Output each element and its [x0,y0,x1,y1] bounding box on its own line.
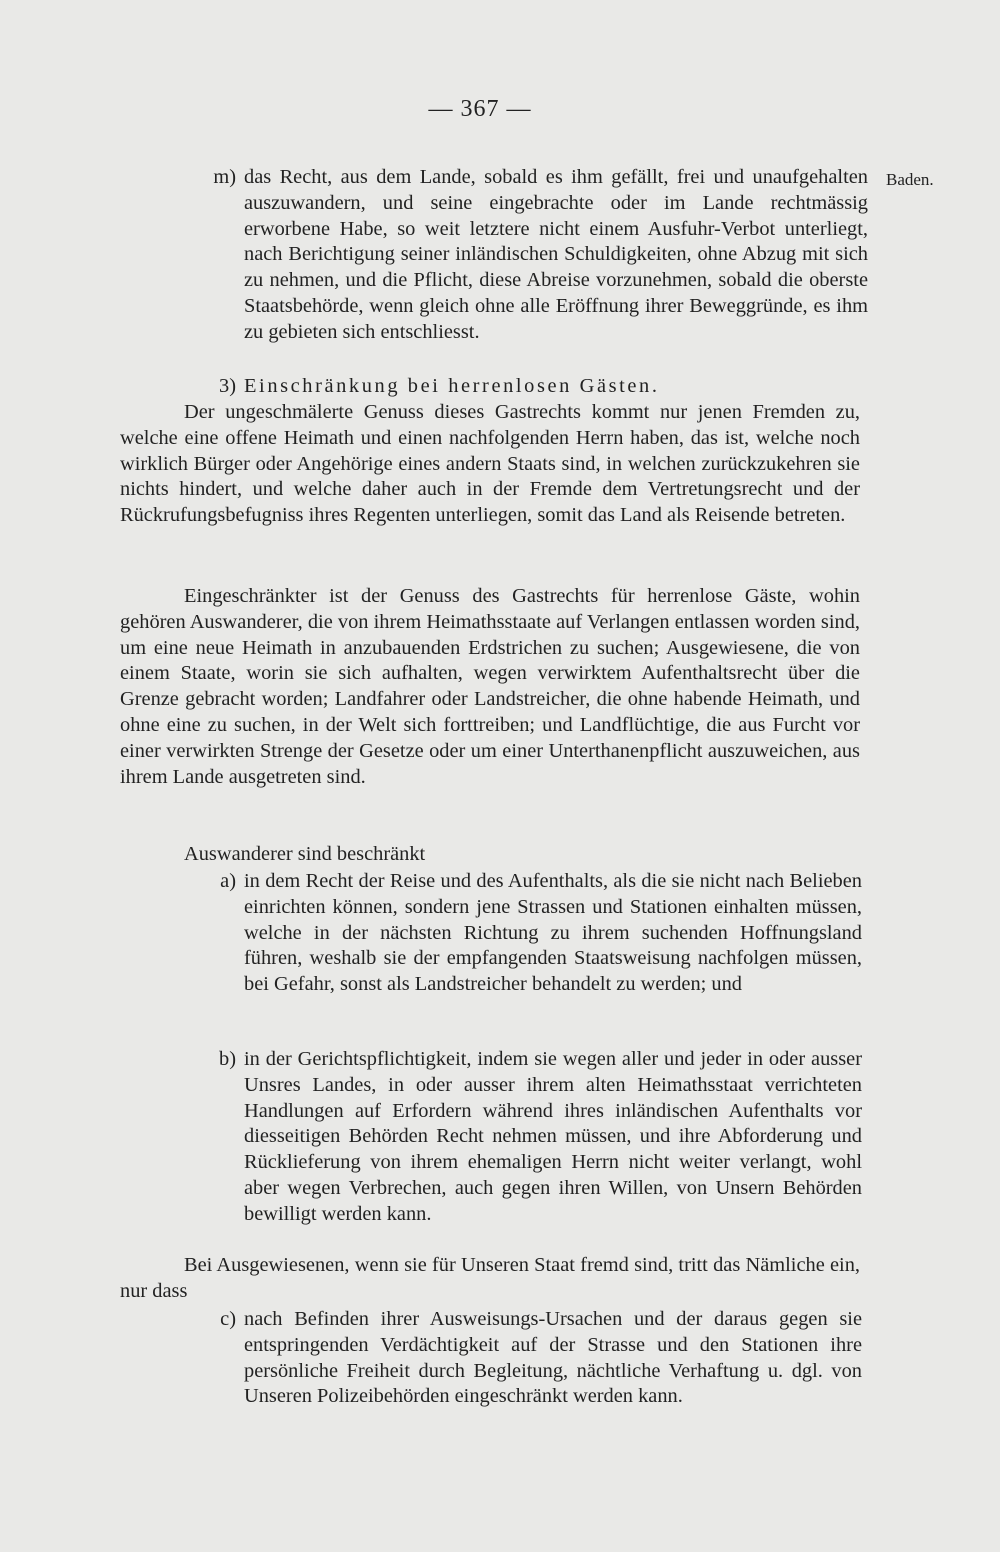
page-number: — 367 — [428,96,532,122]
section-label: 3) [219,375,236,397]
list-item-b [0,1044,880,1254]
item-text-a: in dem Recht der Reise und des Aufenthalts, als die sie nicht nach Belieben einrichten können, sondern jene Strassen und Stationen einhalten müssen, welche in der nächsten Richtung zu ihrem suchenden Hoffnungsland führen, weshalb sie der empfangenden Staatsweisung nachfolgen müssen, bei Gefahr, sonst als Landstreicher behandelt zu werden; und [244,870,862,996]
paragraph-3 [120,842,860,868]
item-text-b: in der Gerichtspflichtigkeit, indem sie wegen aller und jeder in oder ausser Unsres Landes, in oder ausser ihrem alten Heimathsstaat verrichteten Handlungen auf Erfordern während ihres inländischen Aufenthalts vor diesseitigen Behörden Recht nehmen müssen, und ihre Abforderung und Rücklieferung von ihrem ehemaligen Herrn nicht weiter verlangt, wohl aber wegen Verbrechen, auch gegen ihren Willen, von Unsern Behörden bewilligt werden kann. [244,1048,862,1225]
item-label-a: a) [220,870,236,892]
section-title: Einschränkung bei herrenlosen Gästen. [244,375,660,397]
paragraph-2-text: Eingeschränkter ist der Genuss des Gastrechts für herrenlose Gäste, wohin gehören Auswanderer, die von ihrem Heimathsstaate auf Verlangen entlassen worden sind, um eine neue Heimath in anzubauenden Erdstrichen zu suchen; Ausgewiesene, die von einem Staate, worin sie sich aufhalten, wegen verwirktem Aufenthaltsrecht über die Grenze gebracht worden; Landfahrer oder Landstreicher, die ohne habende Heimath, und ohne eine zu suchen, in der Welt sich forttreiben; und Landflüchtige, die aus Furcht vor einer verwirkten Strenge der Gesetze oder um einer Unterthanenpflicht auszuweichen, aus ihrem Lande ausgetreten sind. [120,585,860,788]
item-label-m: m) [213,166,236,188]
margin-note: Baden. [886,170,934,189]
item-text-m: das Recht, aus dem Lande, sobald es ihm gefällt, frei und unaufgehalten auszuwandern, und seine eingebrachte oder im Lande rechtmässig erworbene Habe, so weit letztere nicht einem Ausfuhr-Verbot unterliegt, nach Berichtigung seiner inländischen Schuldigkeiten, ohne Abzug mit sich zu nehmen, und die Pflicht, diese Abreise vorzunehmen, sobald die oberste Staatsbehörde, wenn gleich ohne alle Eröffnung ihrer Beweggründe, es ihm zu gebieten sich entschliesst. [244,166,868,343]
item-text-c: nach Befinden ihrer Ausweisungs-Ursachen und der daraus gegen sie entspringenden Verdächtigkeit auf der Strasse und den Stationen ihre persönliche Freiheit durch Begleitung, nächtliche Verhaftung u. dgl. von Unseren Polizeibehörden eingeschränkt werden kann. [244,1308,862,1408]
item-label-c: c) [220,1308,236,1330]
list-item-a [0,866,880,1046]
section-heading [0,371,880,399]
list-item-c [0,1304,880,1444]
list-item-m [0,162,880,372]
item-label-b: b) [219,1048,236,1070]
paragraph-4-text: Bei Ausgewiesenen, wenn sie für Unseren Staat fremd sind, tritt das Nämliche ein, nur dass [120,1254,860,1302]
paragraph-1-text: Der ungeschmälerte Genuss dieses Gastrechts kommt nur jenen Fremden zu, welche eine offene Heimath und einen nachfolgenden Herrn haben, das ist, welche noch wirklich Bürger oder Angehörige eines andern Staats sind, in welchen zurückzukehren sie nichts hindert, und welche daher auch in der Fremde dem Vertretungsrecht und der Rückrufungsbefugniss ihres Regenten unterliegen, somit das Land als Reisende betreten. [120,401,860,527]
paragraph-3-text: Auswanderer sind beschränkt [184,843,426,865]
paragraph-4 [120,1253,860,1305]
paragraph-1 [120,400,860,529]
paragraph-2 [120,584,860,790]
